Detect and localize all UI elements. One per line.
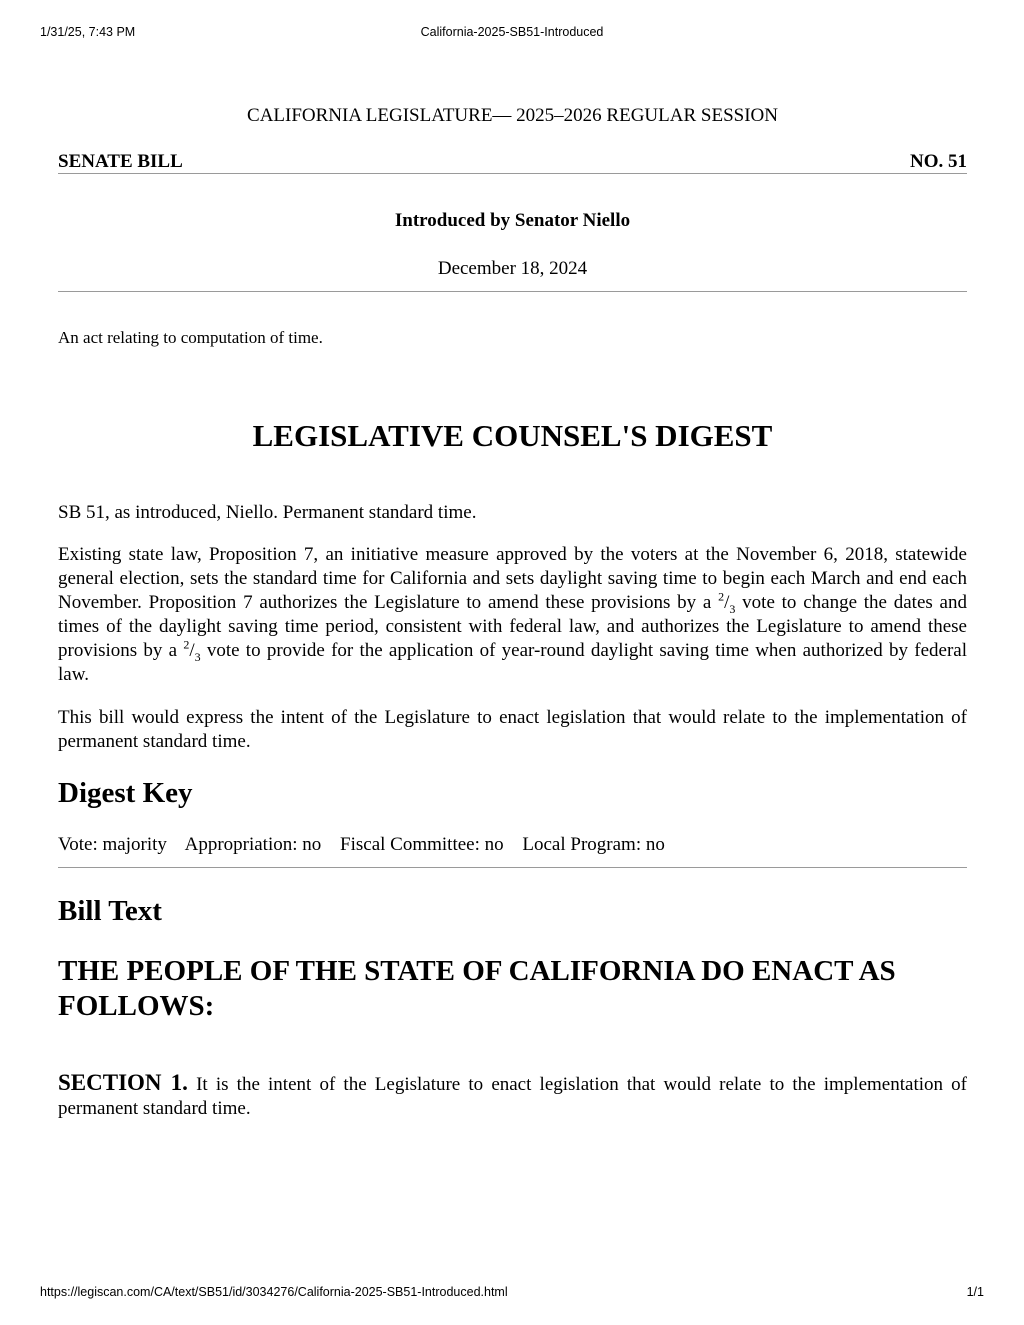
act-description: An act relating to computation of time. — [58, 328, 323, 347]
print-title: California-2025-SB51-Introduced — [420, 25, 604, 39]
print-datetime: 1/31/25, 7:43 PM — [40, 25, 136, 39]
fraction-numerator: 2 — [183, 637, 190, 652]
bill-text-heading: Bill Text — [58, 895, 162, 927]
existing-law-text-2: vote to change the dates and times of the daylight saving time period, consistent with federal law, and authorizes the Legislature to amend these provisions by a — [58, 592, 967, 661]
fraction-slash: / — [724, 592, 730, 613]
divider — [58, 867, 967, 868]
appropriation-value: Appropriation: no — [184, 834, 322, 855]
vote-value: Vote: majority — [58, 834, 167, 855]
digest-key-heading: Digest Key — [58, 777, 193, 809]
introduced-by: Introduced by Senator Niello — [394, 210, 631, 231]
fraction-denominator: 3 — [729, 601, 736, 616]
digest-key-line — [58, 834, 679, 856]
section-text: It is the intent of the Legislature to enact legislation that would relate to the implementation of permanent standard time. — [58, 1074, 967, 1119]
page-url: https://legiscan.com/CA/text/SB51/id/3034276/California-2025-SB51-Introduced.html — [40, 1285, 508, 1299]
existing-law-text-1: Existing state law, Proposition 7, an initiative measure approved by the voters at the November 6, 2018, statewide general election, sets the standard time for California and sets daylight saving time to begin each March and end each November. Proposition 7 authorizes the Legislature to amend these provisions by a — [58, 544, 967, 613]
enacting-clause: THE PEOPLE OF THE STATE OF CALIFORNIA DO ENACT AS FOLLOWS: — [58, 955, 896, 1022]
introduced-date: December 18, 2024 — [437, 258, 588, 279]
digest-this-bill: This bill would express the intent of the Legislature to enact legislation that would relate to the implementation of permanent standard time. — [58, 707, 967, 752]
fraction-numerator: 2 — [718, 589, 725, 604]
existing-law-text-3: vote to provide for the application of year-round daylight saving time when authorized by federal law. — [58, 640, 967, 685]
fraction-denominator: 3 — [194, 649, 201, 664]
fiscal-committee-value: Fiscal Committee: no — [340, 834, 504, 855]
bill-identifier-row — [58, 151, 967, 174]
bill-number: NO. 51 — [910, 151, 967, 172]
section-label: SECTION 1. — [58, 1070, 188, 1095]
divider — [58, 291, 967, 292]
digest-summary: SB 51, as introduced, Niello. Permanent standard time. — [58, 502, 477, 523]
page-count: 1/1 — [966, 1285, 984, 1299]
session-heading: CALIFORNIA LEGISLATURE— 2025–2026 REGULAR SESSION — [247, 105, 778, 126]
local-program-value: Local Program: no — [522, 834, 665, 855]
bill-type: SENATE BILL — [58, 151, 183, 172]
section-1 — [58, 1071, 967, 1121]
digest-existing-law — [58, 543, 967, 687]
print-header — [40, 25, 984, 41]
fraction-slash: / — [189, 640, 195, 661]
digest-title: LEGISLATIVE COUNSEL'S DIGEST — [252, 418, 773, 453]
print-footer — [40, 1285, 984, 1301]
